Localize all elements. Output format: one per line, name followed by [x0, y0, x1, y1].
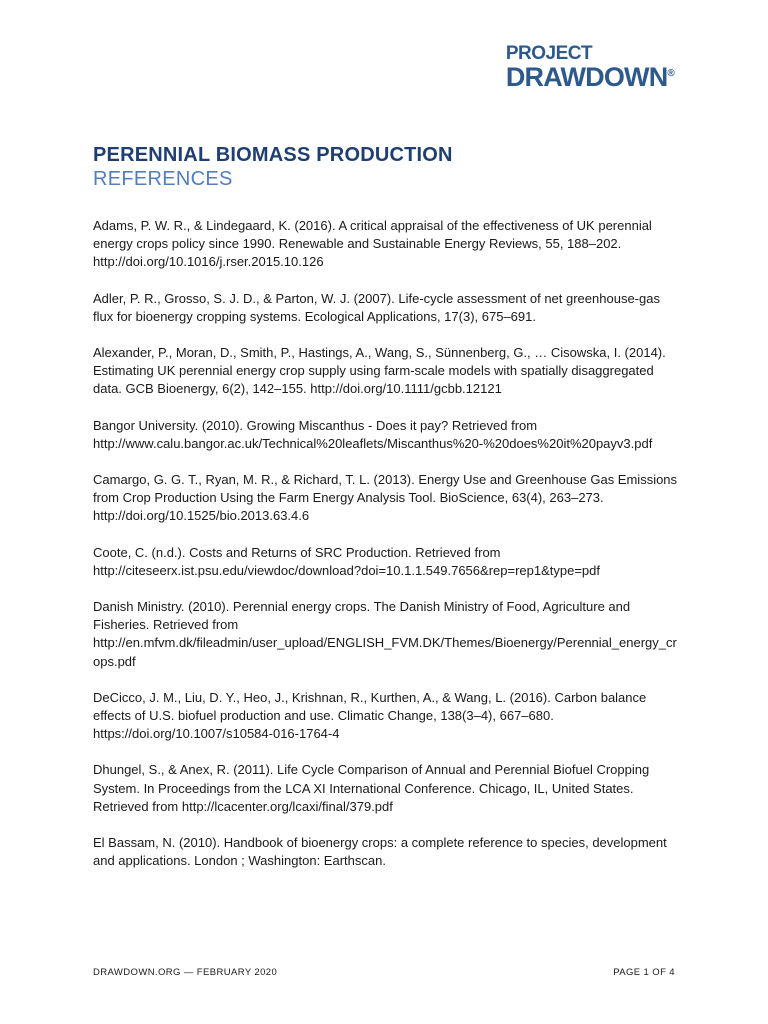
- footer-site-date: DRAWDOWN.ORG — FEBRUARY 2020: [93, 967, 278, 978]
- reference-item: El Bassam, N. (2010). Handbook of bioenergy crops: a complete reference to species, development and applications. London ; Washington: Earthscan.: [93, 835, 667, 869]
- reference-list: [93, 217, 683, 888]
- title-block: [93, 143, 453, 191]
- reference-item: Bangor University. (2010). Growing Miscanthus - Does it pay? Retrieved from http://www.calu.bangor.ac.uk/Technical%20leaflets/Miscanthus%20-%20does%20it%20payv3.pdf: [93, 417, 653, 451]
- reference-item: Danish Ministry. (2010). Perennial energy crops. The Danish Ministry of Food, Agriculture and Fisheries. Retrieved from http://en.mfvm.dk/fileadmin/user_upload/ENGLISH_FVM.DK/Themes/Bioenergy/Perennial_energy_crops.pdf: [93, 599, 677, 669]
- reference-item: Dhungel, S., & Anex, R. (2011). Life Cycle Comparison of Annual and Perennial Biofuel Cropping System. In Proceedings from the LCA XI International Conference. Chicago, IL, United States. Retrieved from http://lcacenter.org/lcaxi/final/379.pdf: [93, 762, 650, 814]
- logo-line-project: PROJECT: [505, 43, 593, 64]
- project-drawdown-logo: [506, 44, 674, 91]
- registered-mark: ®: [667, 68, 674, 79]
- reference-item: DeCicco, J. M., Liu, D. Y., Heo, J., Krishnan, R., Kurthen, A., & Wang, L. (2016). Carbon balance effects of U.S. biofuel production and use. Climatic Change, 138(3–4), 667–680. https://doi.org/10.1007/s10584-016-1764-4: [93, 689, 647, 742]
- reference-item: Camargo, G. G. T., Ryan, M. R., & Richard, T. L. (2013). Energy Use and Greenhouse Gas Emissions from Crop Production Using the Farm Energy Analysis Tool. BioScience, 63(4), 263–273. http://doi.org/10.1525/bio.2013.63.4.6: [93, 472, 678, 524]
- document-title: PERENNIAL BIOMASS PRODUCTION: [93, 144, 453, 166]
- reference-item: Adler, P. R., Grosso, S. J. D., & Parton, W. J. (2007). Life-cycle assessment of net greenhouse-gas flux for bioenergy cropping systems. Ecological Applications, 17(3), 675–691.: [93, 290, 660, 324]
- reference-item: Alexander, P., Moran, D., Smith, P., Hastings, A., Wang, S., Sünnenberg, G., … Cisowska, I. (2014). Estimating UK perennial energy crop supply using farm-scale models with spatially disaggregated data. GCB Bioenergy, 6(2), 142–155. http://doi.org/10.1111/gcbb.12121: [93, 345, 666, 397]
- footer-page-number: PAGE 1 OF 4: [613, 967, 675, 978]
- logo-wordmark: DRAWDOWN: [505, 62, 668, 92]
- reference-item: Adams, P. W. R., & Lindegaard, K. (2016). A critical appraisal of the effectiveness of UK perennial energy crops policy since 1990. Renewable and Sustainable Energy Reviews, 55, 188–202. http://doi.org/10.1016/j.rser.2015.10.126: [93, 218, 652, 270]
- logo-line-drawdown: [506, 64, 674, 91]
- document-subtitle: REFERENCES: [93, 168, 233, 190]
- reference-item: Coote, C. (n.d.). Costs and Returns of SRC Production. Retrieved from http://citeseerx.ist.psu.edu/viewdoc/download?doi=10.1.1.549.7656&rep=rep1&type=pdf: [93, 544, 600, 578]
